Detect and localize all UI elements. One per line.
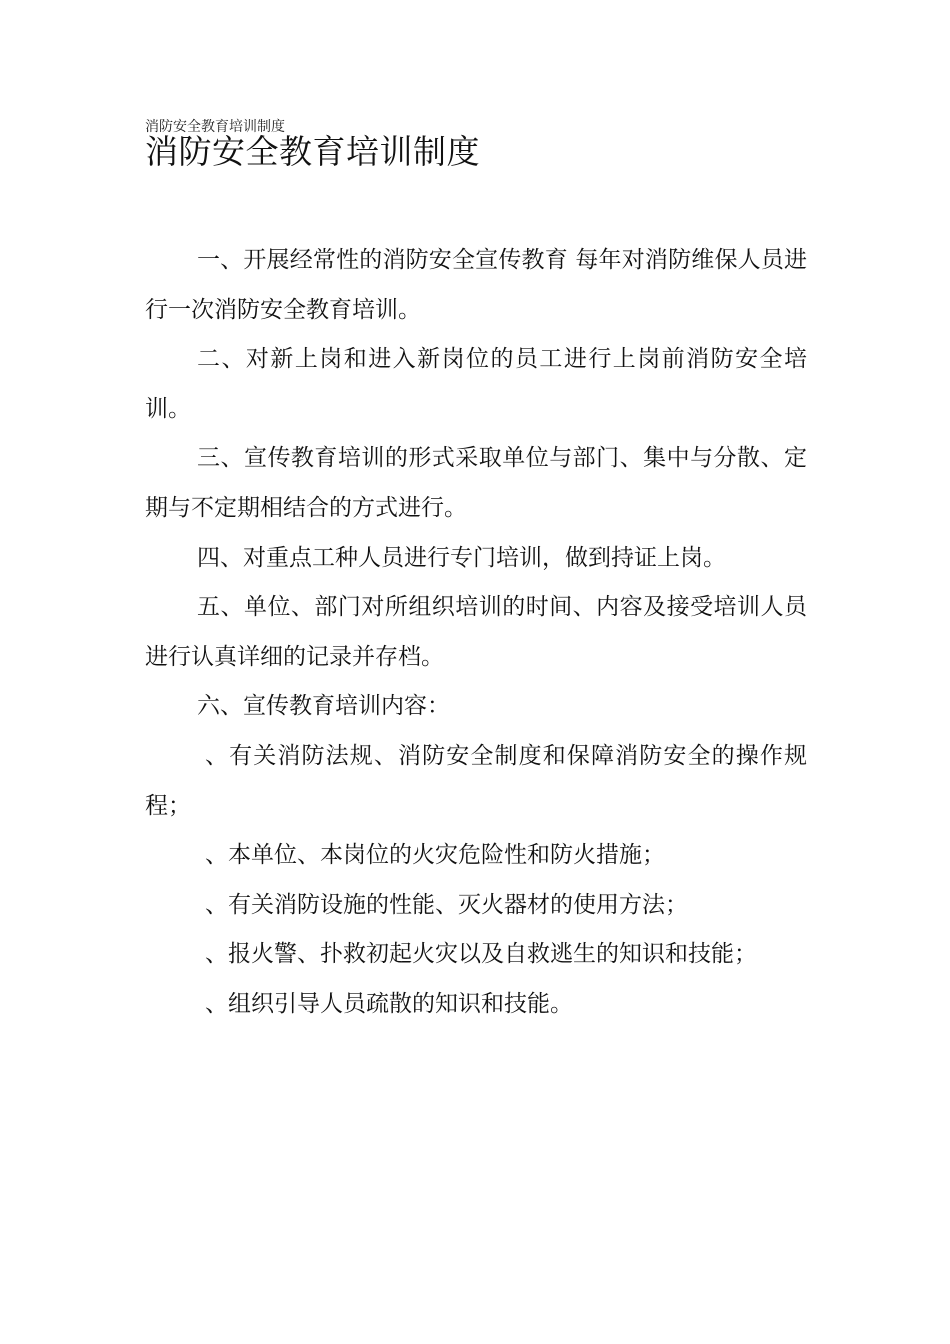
paragraph-1: 一、开展经常性的消防安全宣传教育 每年对消防维保人员进行一次消防安全教育培训。 — [145, 247, 807, 323]
running-header: 消防安全教育培训制度 — [145, 119, 285, 135]
document-body — [145, 236, 807, 1030]
content-item-4: 、报火警、扑救初起火灾以及自救逃生的知识和技能； — [205, 941, 757, 968]
content-item-3: 、有关消防设施的性能、灭火器材的使用方法； — [205, 891, 688, 918]
content-item-2: 、本单位、本岗位的火灾危险性和防火措施； — [205, 842, 665, 869]
paragraph-2: 二、对新上岗和进入新岗位的员工进行上岗前消防安全培训。 — [145, 346, 807, 422]
paragraph-6: 六、宣传教育培训内容： — [197, 693, 450, 720]
paragraph-5: 五、单位、部门对所组织培训的时间、内容及接受培训人员进行认真详细的记录并存档。 — [145, 594, 807, 670]
page-title: 消防安全教育培训制度 — [145, 132, 480, 171]
content-item-1: 、有关消防法规、消防安全制度和保障消防安全的操作规程； — [145, 742, 807, 819]
content-item-5: 、组织引导人员疏散的知识和技能。 — [205, 990, 573, 1017]
paragraph-4: 四、对重点工种人员进行专门培训，做到持证上岗。 — [197, 544, 726, 571]
paragraph-3: 三、宣传教育培训的形式采取单位与部门、集中与分散、定期与不定期相结合的方式进行。 — [145, 445, 807, 521]
